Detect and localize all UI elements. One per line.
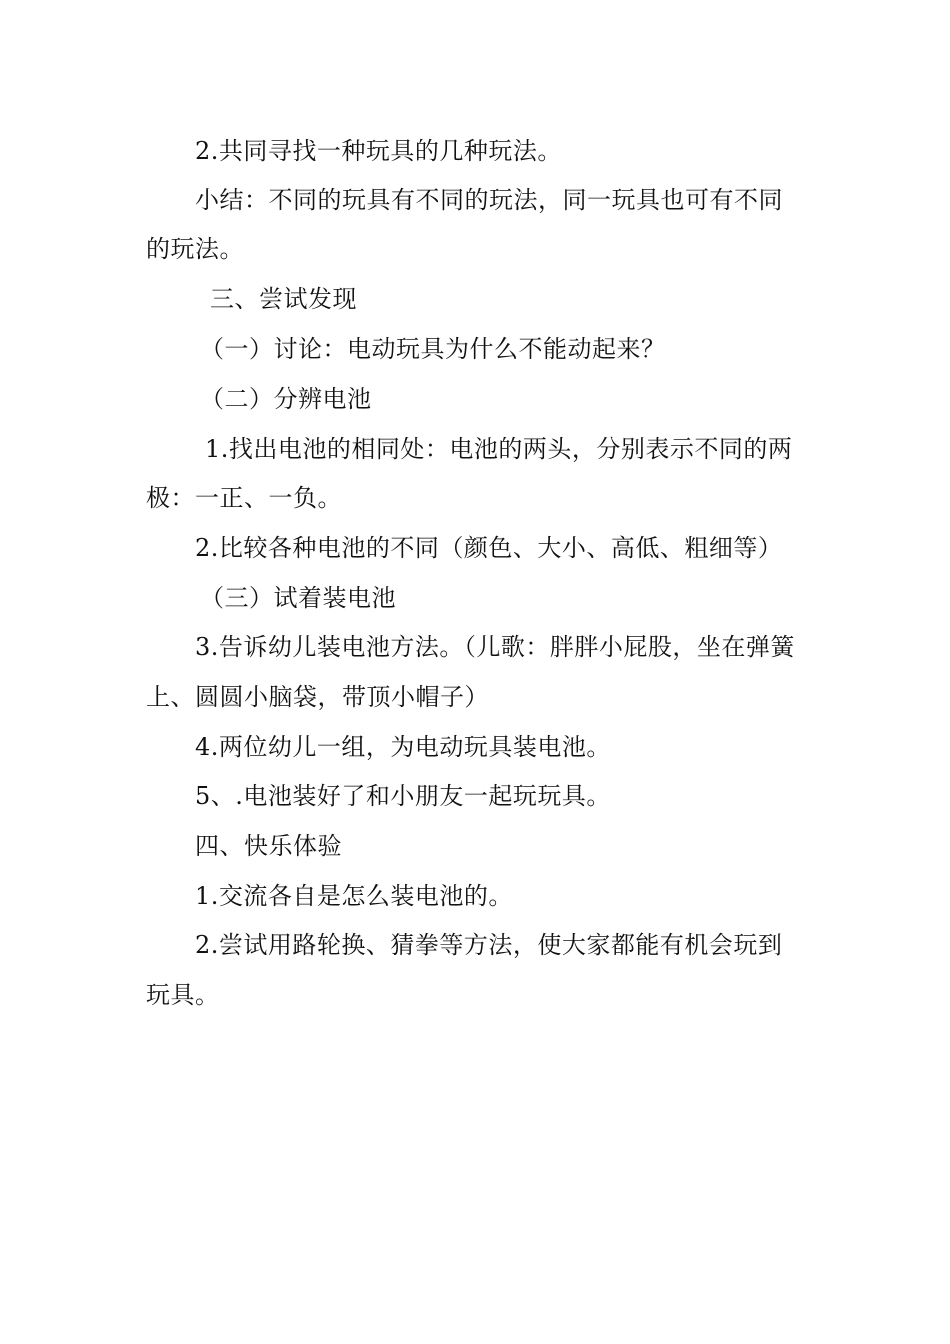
paragraph-line: 5、.电池装好了和小朋友一起玩玩具。 [195, 782, 611, 810]
paragraph-line: 玩具。 [146, 981, 220, 1009]
paragraph-line: 2.尝试用路轮换、猜拳等方法，使大家都能有机会玩到 [195, 931, 783, 959]
paragraph-line: 2.比较各种电池的不同（颜色、大小、高低、粗细等） [195, 534, 783, 562]
paragraph-line: 1.找出电池的相同处：电池的两头，分别表示不同的两 [205, 435, 793, 463]
section-heading: 四、快乐体验 [195, 832, 342, 860]
paragraph-line: 上、圆圆小脑袋，带顶小帽子） [146, 683, 489, 711]
subsection-heading: （一）讨论：电动玩具为什么不能动起来？ [200, 335, 666, 363]
paragraph-line: 1.交流各自是怎么装电池的。 [195, 882, 513, 910]
subsection-heading: （二）分辨电池 [200, 385, 372, 413]
paragraph-line: 4.两位幼儿一组，为电动玩具装电池。 [195, 733, 611, 761]
subsection-heading: （三）试着装电池 [200, 584, 396, 612]
paragraph-line: 3.告诉幼儿装电池方法。（儿歌：胖胖小屁股，坐在弹簧 [195, 633, 795, 661]
paragraph-line: 极：一正、一负。 [146, 484, 342, 512]
paragraph-line: 小结：不同的玩具有不同的玩法，同一玩具也可有不同 [195, 186, 783, 214]
paragraph-line: 2.共同寻找一种玩具的几种玩法。 [195, 137, 562, 165]
paragraph-line: 的玩法。 [146, 235, 244, 263]
section-heading: 三、尝试发现 [210, 285, 357, 313]
